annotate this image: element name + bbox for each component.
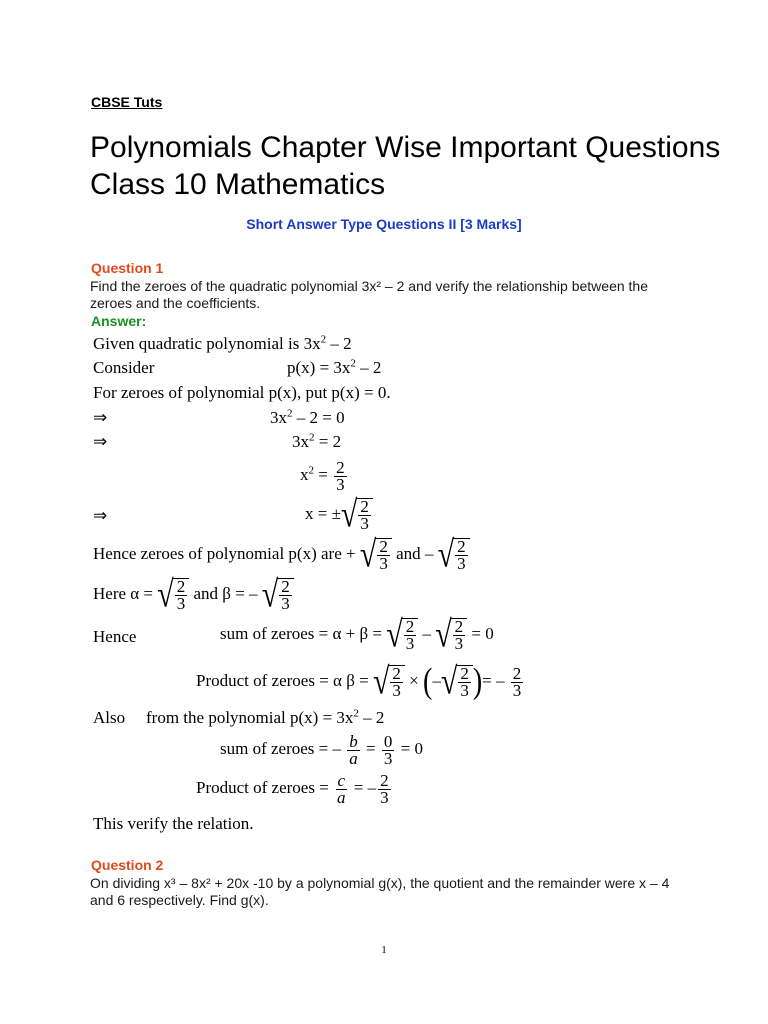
page-number: 1 <box>381 944 387 956</box>
solution-line-zeroes: For zeroes of polynomial p(x), put p(x) = 0. <box>93 383 391 402</box>
zeroes-statement: Hence zeroes of polynomial p(x) are + √ $\frac{2}{3}$ and – √ $\frac{2}{3}$ <box>93 538 470 572</box>
question-2-text: On dividing x³ – 8x² + 20x -10 by a polynomial g(x), the quotient and the remainder were x – 4 and 6 respectively. Find g(x). <box>90 875 670 908</box>
section-heading: Short Answer Type Questions II [3 Marks] <box>246 216 522 232</box>
question-1-text: Find the zeroes of the quadratic polynomial 3x² – 2 and verify the relationship between the zeroes and the coefficients. <box>90 278 648 311</box>
solution-line-given: Given quadratic polynomial is $3x^2 - 2$ <box>93 333 352 353</box>
equation-step-4: x = ± √ $\frac{2}{3}$ <box>305 498 373 532</box>
product-of-zeroes-computed: Product of zeroes = α β = √ $\frac{2}{3}$ × (– √ $\frac{2}{3}$ )= – $\frac{2}{3}$ <box>196 660 522 702</box>
equation-step-2: $3x^2 = 2$ <box>292 431 342 451</box>
page-title: Polynomials Chapter Wise Important Questions Class 10 Mathematics <box>90 131 721 201</box>
solution-p-definition: $p(x) = 3x^2 - 2$ <box>287 357 382 377</box>
question-1-heading: Question 1 <box>91 260 164 276</box>
equation-step-3: $x^2$ = $\frac{2}{3}$ <box>300 457 345 494</box>
sum-of-zeroes-coefficients: sum of zeroes = – $\frac{b}{a}$ = $\frac{0}{3}$ = 0 <box>220 731 423 768</box>
from-polynomial-line: from the polynomial $p(x) = 3x^2 - 2$ <box>146 707 385 727</box>
implies-symbol: ⇒ <box>93 506 108 525</box>
hence-label: Hence <box>93 627 137 646</box>
equation-step-1: $3x^2 - 2 = 0$ <box>270 407 345 427</box>
site-name: CBSE Tuts <box>91 94 163 110</box>
implies-symbol: ⇒ <box>93 408 108 427</box>
sum-of-zeroes-computed: sum of zeroes = α + β = √ $\frac{2}{3}$ – √ $\frac{2}{3}$ = 0 <box>220 613 494 655</box>
question-2-heading: Question 2 <box>91 857 164 873</box>
answer-label: Answer: <box>91 313 147 329</box>
verification-statement: This verify the relation. <box>93 814 254 833</box>
solution-consider: Consider <box>93 358 155 377</box>
alpha-beta-definition: Here α = √ $\frac{2}{3}$ and β = – √ $\frac{2}{3}$ <box>93 578 294 612</box>
also-label: Also <box>93 708 126 727</box>
implies-symbol: ⇒ <box>93 432 108 451</box>
product-of-zeroes-coefficients: Product of zeroes = $\frac{c}{a}$ = – $\frac{2}{3}$ <box>196 770 389 807</box>
